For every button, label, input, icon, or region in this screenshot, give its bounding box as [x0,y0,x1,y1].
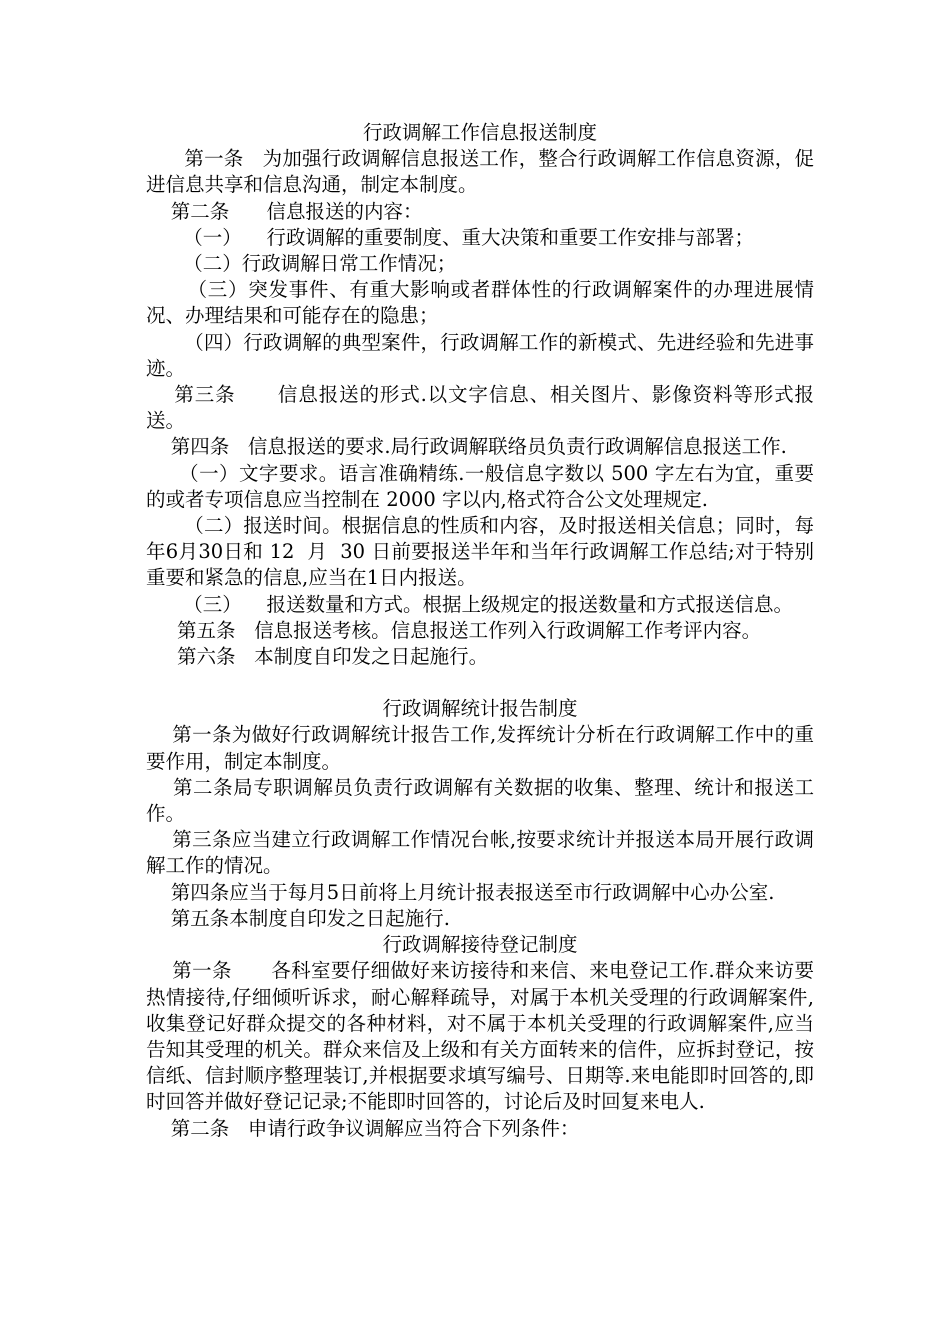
article-2: 第二条局专职调解员负责行政调解有关数据的收集、整理、统计和报送工作。 [146,775,814,826]
section-reception-registration [146,932,814,1142]
article-4-item-3: （三） 报送数量和方式。根据上级规定的报送数量和方式报送信息。 [146,592,793,616]
document-body [146,120,814,1142]
article-3: 第三条应当建立行政调解工作情况台帐,按要求统计并报送本局开展行政调解工作的情况。 [146,828,815,878]
article-1: 第一条 为加强行政调解信息报送工作，整合行政调解工作信息资源，促进信息共享和信息沟通，制定本制度。 [146,147,814,197]
article-3: 第三条 信息报送的形式.以文字信息、相关图片、影像资料等形式报送。 [146,383,815,433]
article-4: 第四条应当于每月5日前将上月统计报表报送至市行政调解中心办公室. [146,880,775,904]
article-2-item-4: （四）行政调解的典型案件，行政调解工作的新模式、先进经验和先进事迹。 [146,330,814,380]
section-spacer [146,670,814,696]
section-title: 行政调解工作信息报送制度 [362,121,597,144]
section-info-reporting [146,120,814,670]
article-2: 第二条 信息报送的内容： [146,199,423,223]
article-6: 第六条 本制度自印发之日起施行。 [146,645,489,669]
article-2: 第二条 申请行政争议调解应当符合下列条件： [146,1116,580,1140]
article-1: 第一条为做好行政调解统计报告工作,发挥统计分析在行政调解工作中的重要作用，制定本制度。 [146,723,815,773]
section-title: 行政调解统计报告制度 [382,697,578,721]
article-4-item-2: （二）报送时间。根据信息的性质和内容，及时报送相关信息；同时，每年6月30日和 12 月 30 日前要报送半年和当年行政调解工作总结;对于特别重要和紧急的信息,应当在1日内报送。 [146,514,814,590]
section-title: 行政调解接待登记制度 [382,933,578,957]
article-4-item-1: （一）文字要求。语言准确精练.一般信息字数以 500 字左右为宜，重要的或者专项信息应当控制在 2000 字以内,格式符合公文处理规定. [146,461,814,511]
article-4: 第四条 信息报送的要求.局行政调解联络员负责行政调解信息报送工作. [146,435,787,459]
article-2-item-2: （二）行政调解日常工作情况； [146,252,457,276]
section-statistics-reporting [146,696,814,932]
article-2-item-1: （一） 行政调解的重要制度、重大决策和重要工作安排与部署； [146,225,754,249]
article-5: 第五条 信息报送考核。信息报送工作列入行政调解工作考评内容。 [146,618,762,642]
article-2-item-3: （三）突发事件、有重大影响或者群体性的行政调解案件的办理进展情况、办理结果和可能存在的隐患； [146,278,814,328]
article-5: 第五条本制度自印发之日起施行. [146,906,450,930]
article-1: 第一条 各科室要仔细做好来访接待和来信、来电登记工作.群众来访要热情接待,仔细倾听诉求，耐心解释疏导，对属于本机关受理的行政调解案件,收集登记好群众提交的各种材料，对不属于本机关受理的行政调解案件,应当告知其受理的机关。群众来信及上级和有关方面转来的信件，应拆封登记，按信纸、信封顺序整理装订,并根据要求填写编号、日期等.来电能即时回答的,即时回答并做好登记记录;不能即时回答的，讨论后及时回复来电人. [146,959,815,1114]
